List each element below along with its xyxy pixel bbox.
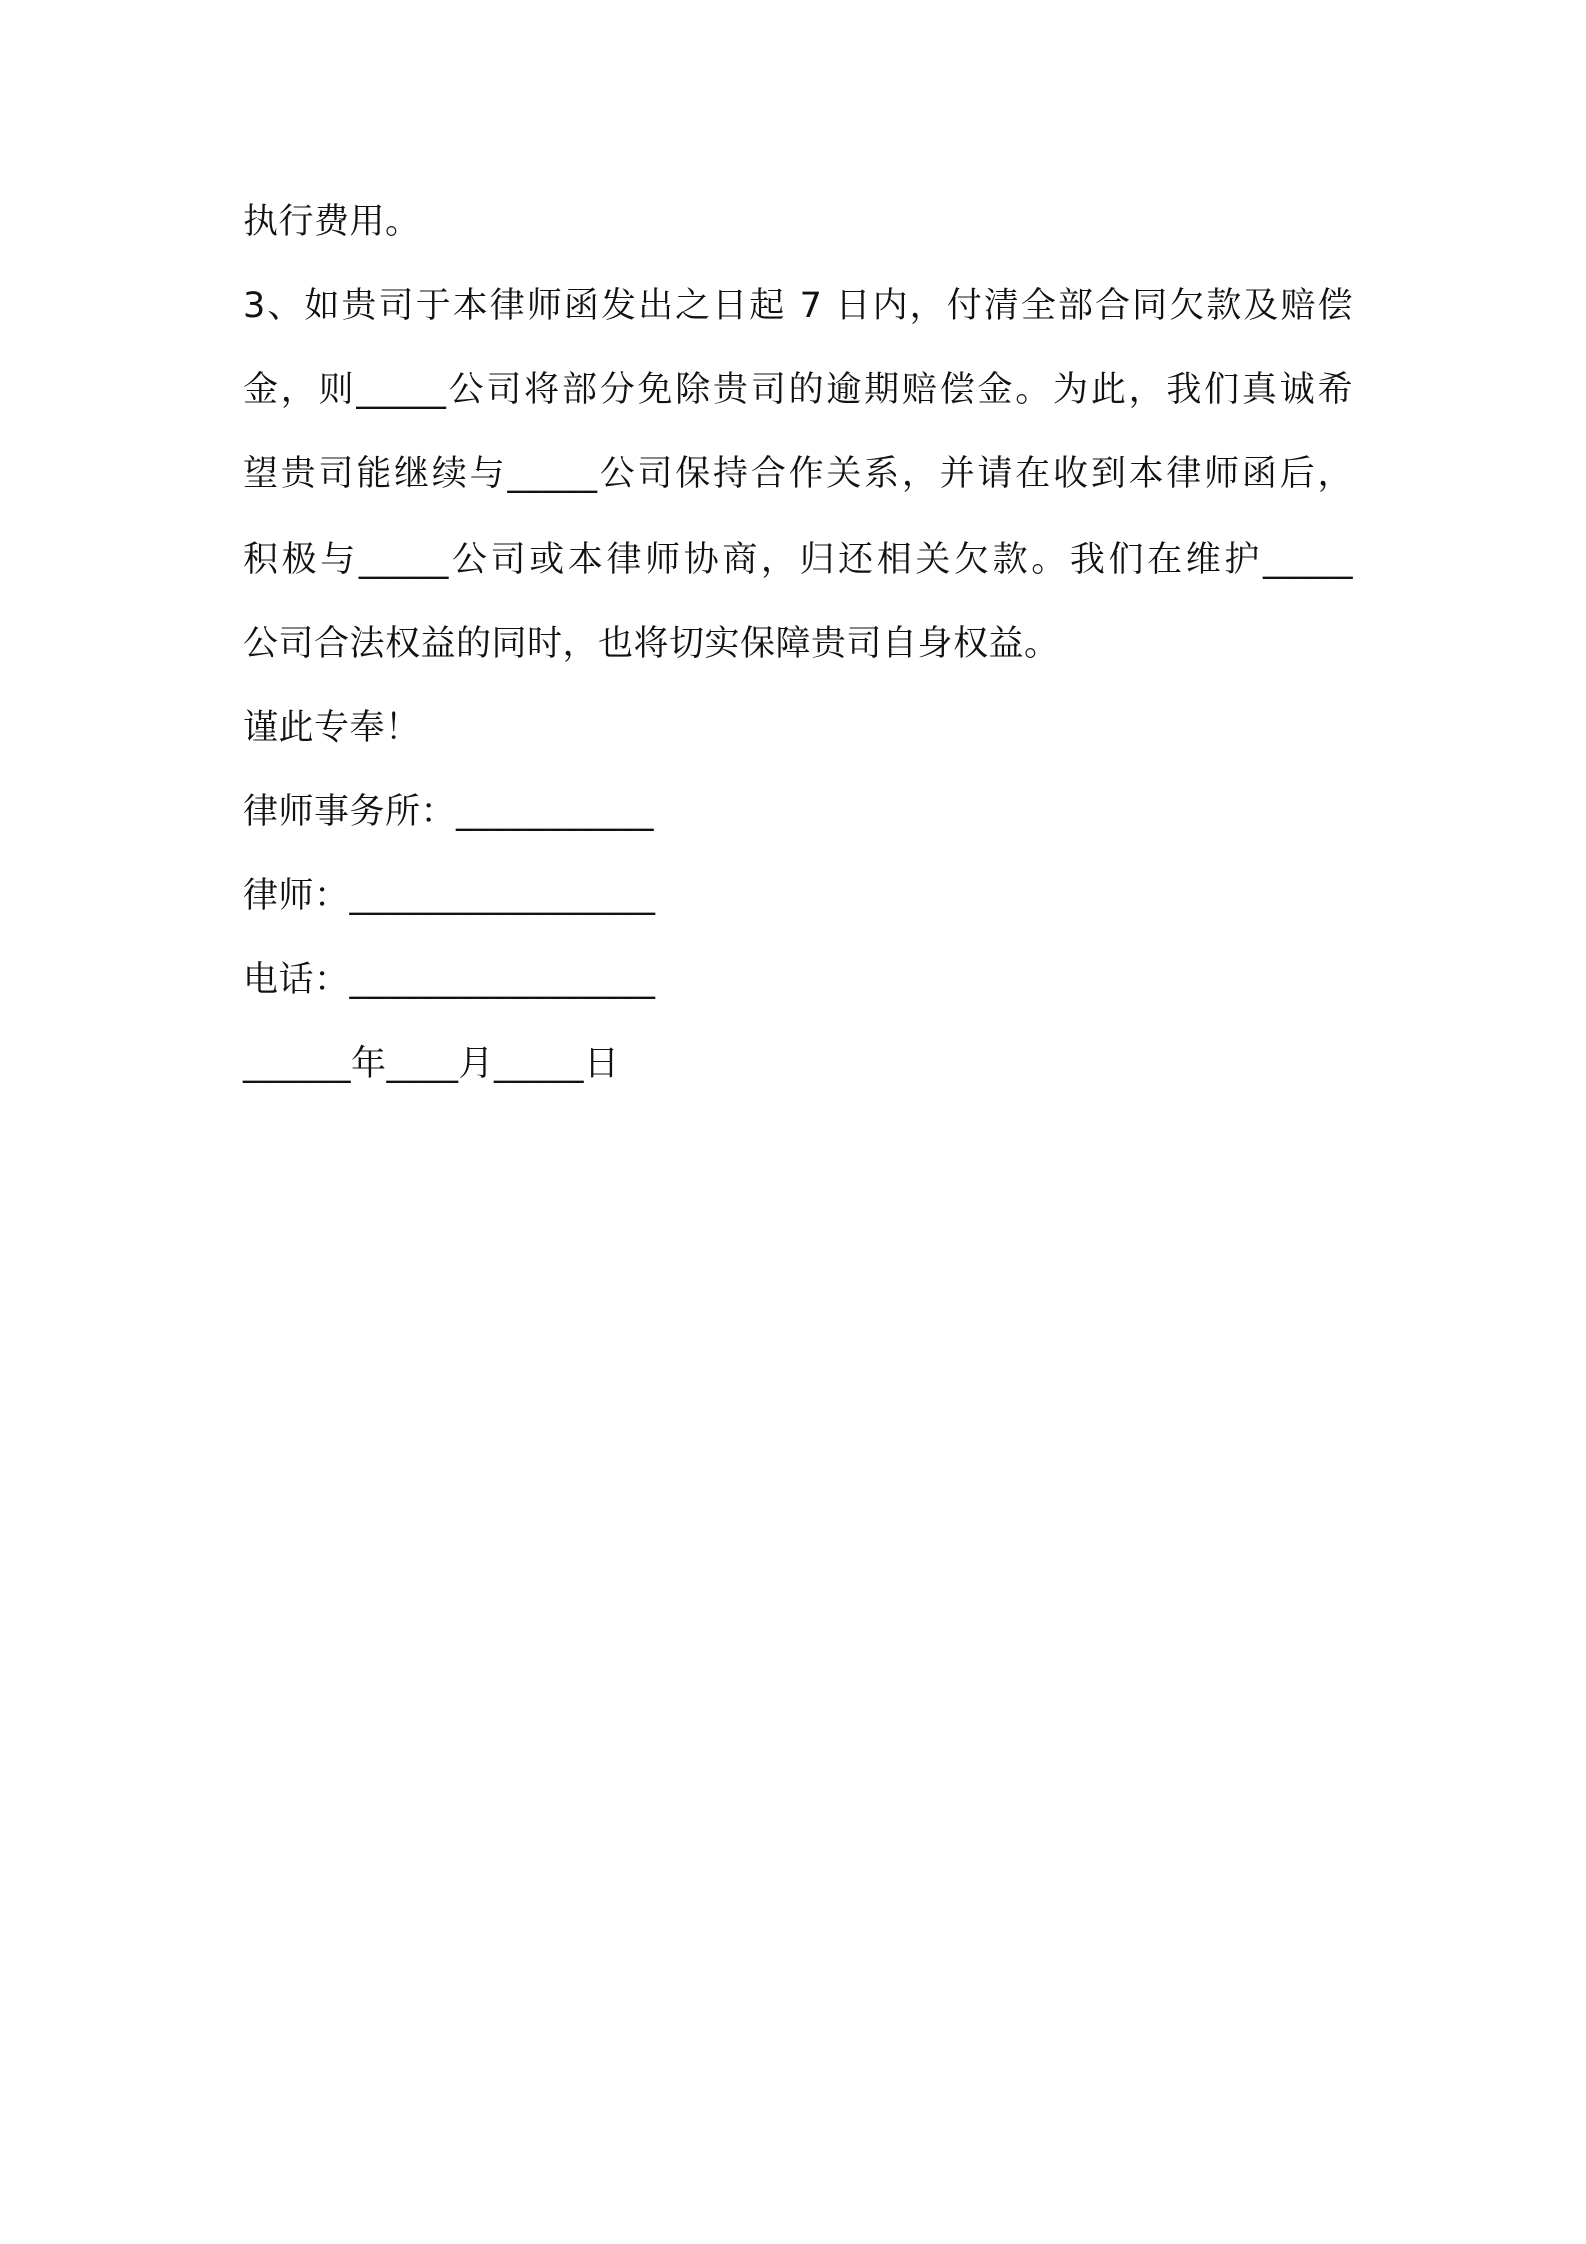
- phone-field: 电话：_________________: [243, 960, 656, 1000]
- paragraph-line-4: 望贵司能继续与_____公司保持合作关系，并请在收到本律师函后，: [243, 454, 1353, 494]
- law-firm-field: 律师事务所：___________: [243, 792, 655, 832]
- paragraph-line-1: 执行费用。: [243, 202, 421, 242]
- paragraph-line-2: 3、如贵司于本律师函发出之日起 7 日内，付清全部合同欠款及赔偿: [243, 286, 1353, 326]
- paragraph-line-5: 积极与_____公司或本律师协商，归还相关欠款。我们在维护_____: [243, 540, 1353, 580]
- closing-salutation: 谨此专奉！: [243, 708, 421, 748]
- date-field: ______年____月_____日: [243, 1044, 620, 1084]
- paragraph-line-6: 公司合法权益的同时，也将切实保障贵司自身权益。: [243, 624, 1060, 664]
- lawyer-field: 律师：_________________: [243, 876, 656, 916]
- paragraph-line-3: 金，则_____公司将部分免除贵司的逾期赔偿金。为此，我们真诚希: [243, 370, 1353, 410]
